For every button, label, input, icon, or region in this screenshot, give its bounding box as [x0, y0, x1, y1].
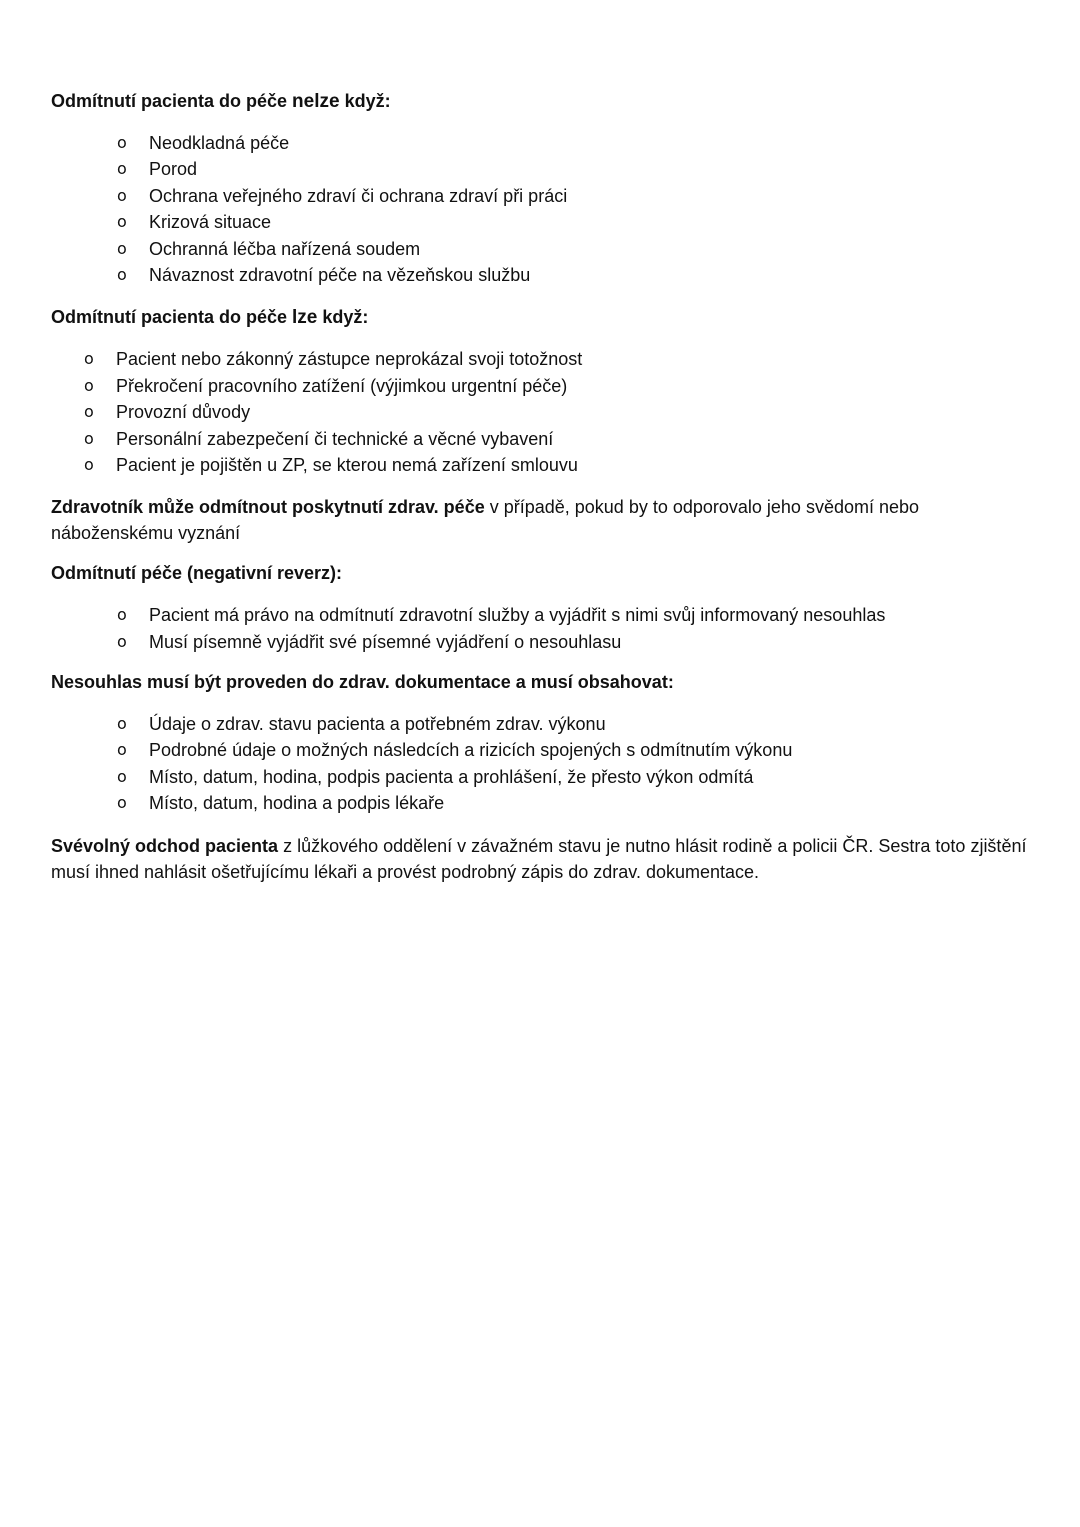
- circle-bullet-icon: o: [84, 349, 94, 369]
- heading-emphasis: nelze: [292, 91, 340, 112]
- heading-text: když:: [339, 91, 391, 111]
- list-item: [51, 156, 1036, 182]
- list-item-text: Podrobné údaje o možných následcích a rizicích spojených s odmítnutím výkonu: [149, 740, 793, 761]
- circle-bullet-icon: o: [117, 133, 127, 152]
- list-item: [51, 790, 1036, 816]
- list-item: [51, 737, 1036, 763]
- heading-text: když:: [317, 307, 369, 328]
- list-item-text: Ochranná léčba nařízená soudem: [149, 238, 421, 259]
- list-item-text: Návaznost zdravotní péče na vězeňskou službu: [149, 264, 531, 285]
- circle-bullet-icon: o: [84, 428, 94, 448]
- list-item-text: Krizová situace: [149, 212, 272, 233]
- list-item-text: Pacient je pojištěn u ZP, se kterou nemá zařízení smlouvu: [116, 454, 578, 475]
- list-item: [51, 183, 1036, 209]
- list-item: [51, 130, 1036, 156]
- list-item-text: Pacient má právo na odmítnutí zdravotní služby a vyjádřit s nimi svůj informovaný nesouhlas: [149, 605, 886, 626]
- list-nelze: [51, 130, 1036, 288]
- list-item-text: Místo, datum, hodina, podpis pacienta a prohlášení, že přesto výkon odmítá: [149, 766, 754, 787]
- paragraph-conscience: [51, 494, 1036, 546]
- list-item-text: Neodkladná péče: [149, 133, 290, 153]
- circle-bullet-icon: o: [117, 714, 127, 734]
- list-item-text: Personální zabezpečení či technické a věcné vybavení: [116, 428, 554, 449]
- list-item-text: Údaje o zdrav. stavu pacienta a potřebném zdrav. výkonu: [149, 714, 606, 735]
- circle-bullet-icon: o: [84, 454, 94, 474]
- list-nesouhlas: [51, 711, 1036, 817]
- paragraph-text: z lůžkového oddělení v závažném stavu je nutno hlásit rodině a policii ČR. Sestra toto zjištění musí ihned nahlásit ošetřujícímu lékaři a provést podrobný zápis do zdrav. dokumentace.: [51, 835, 1027, 882]
- list-lze: [51, 346, 1036, 478]
- heading-emphasis: lze: [292, 307, 318, 329]
- circle-bullet-icon: o: [117, 238, 127, 258]
- section-heading-nelze: [51, 88, 1036, 114]
- list-item-text: Porod: [149, 159, 198, 180]
- section-heading-negative-reverz: Odmítnutí péče (negativní reverz):: [51, 563, 343, 584]
- circle-bullet-icon: o: [117, 159, 127, 179]
- list-item: [51, 262, 1036, 288]
- list-item-text: Pacient nebo zákonný zástupce neprokázal svoji totožnost: [116, 349, 583, 370]
- section-heading-nesouhlas: Nesouhlas musí být proveden do zdrav. dokumentace a musí obsahovat:: [51, 672, 674, 693]
- circle-bullet-icon: o: [117, 766, 127, 786]
- heading-text: Odmítnutí pacienta do péče: [51, 91, 293, 111]
- list-item: [51, 452, 1036, 478]
- list-item: [51, 764, 1036, 790]
- list-item: [51, 629, 1036, 655]
- list-item-text: Musí písemně vyjádřit své písemné vyjádření o nesouhlasu: [149, 631, 622, 652]
- circle-bullet-icon: o: [84, 375, 94, 395]
- list-item: [51, 236, 1036, 262]
- list-item: [51, 602, 1036, 628]
- paragraph-departure: [51, 833, 1036, 885]
- paragraph-bold-text: Zdravotník může odmítnout poskytnutí zdrav. péče: [51, 497, 485, 518]
- circle-bullet-icon: o: [117, 605, 127, 625]
- circle-bullet-icon: o: [117, 793, 127, 813]
- circle-bullet-icon: o: [117, 185, 127, 205]
- list-item-text: Ochrana veřejného zdraví či ochrana zdraví při práci: [149, 185, 568, 206]
- paragraph-text: v případě, pokud by to odporovalo jeho svědomí nebo náboženskému vyznání: [51, 497, 920, 544]
- list-item: [51, 426, 1036, 452]
- list-item: [51, 346, 1036, 372]
- circle-bullet-icon: o: [117, 740, 127, 760]
- list-item: [51, 399, 1036, 425]
- paragraph-bold-text: Svévolný odchod pacienta: [51, 835, 279, 856]
- document-page: [51, 88, 1036, 885]
- list-item-text: Překročení pracovního zatížení (výjimkou urgentní péče): [116, 375, 568, 396]
- circle-bullet-icon: o: [117, 212, 127, 232]
- list-negative-reverz: [51, 602, 1036, 655]
- section-heading-lze: [51, 304, 1036, 330]
- list-item-text: Místo, datum, hodina a podpis lékaře: [149, 793, 445, 814]
- circle-bullet-icon: o: [117, 264, 127, 284]
- list-item: [51, 209, 1036, 235]
- list-item: [51, 373, 1036, 399]
- list-item-text: Provozní důvody: [116, 402, 251, 423]
- list-item: [51, 711, 1036, 737]
- circle-bullet-icon: o: [84, 402, 94, 422]
- heading-text: Odmítnutí pacienta do péče: [51, 307, 293, 328]
- circle-bullet-icon: o: [117, 631, 127, 651]
